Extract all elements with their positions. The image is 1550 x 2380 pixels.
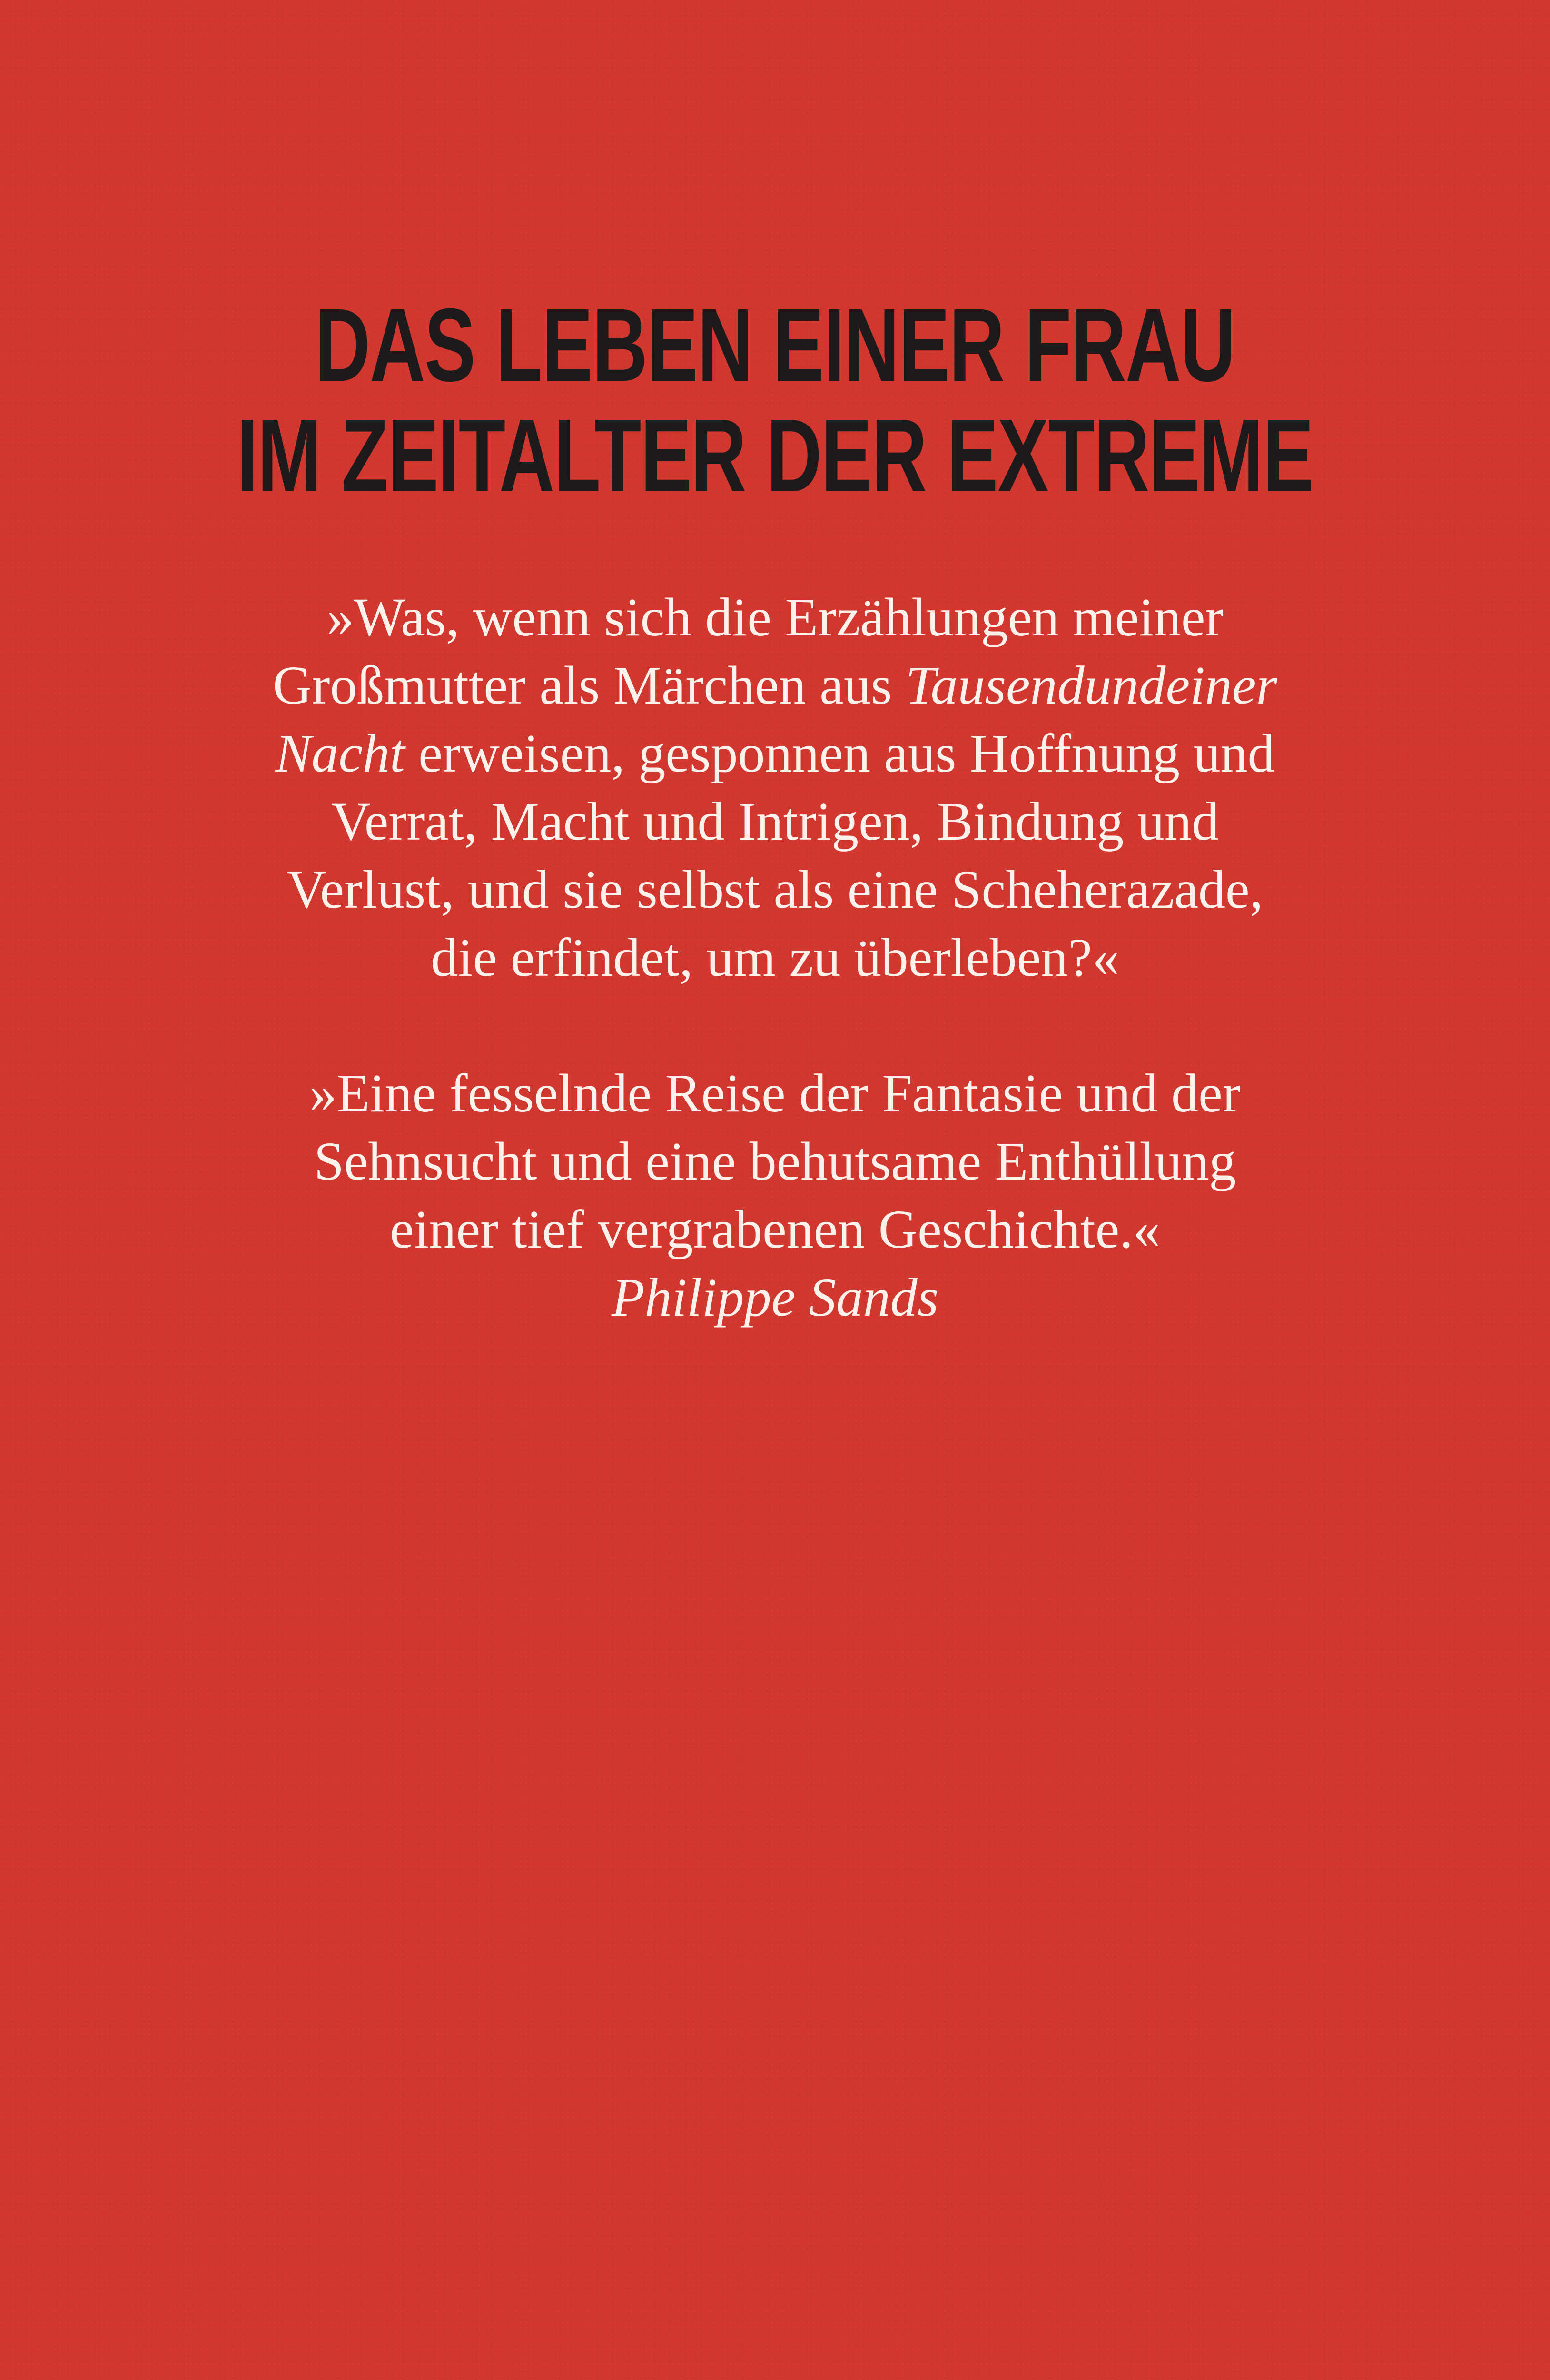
- excerpt-text: Großmutter als Märchen aus: [273, 655, 906, 715]
- headline-line-2: IM ZEITALTER DER EXTREME: [237, 398, 1313, 514]
- excerpt-line: Verrat, Macht und Intrigen, Bindung und: [331, 791, 1219, 852]
- excerpt-line: Verlust, und sie selbst als eine Scheherazade,: [286, 859, 1264, 920]
- excerpt-line: [181, 719, 1369, 787]
- reviewer-name: Philippe Sands: [611, 1267, 939, 1328]
- excerpt-line: die erfindet, um zu überleben?«: [431, 927, 1119, 988]
- excerpt-italic-title: Nacht: [275, 723, 405, 783]
- review-line: einer tief vergrabenen Geschichte.«: [390, 1199, 1160, 1259]
- excerpt-text: erweisen, gesponnen aus Hoffnung und: [405, 723, 1275, 783]
- excerpt-line: »Was, wenn sich die Erzählungen meiner: [326, 587, 1224, 647]
- review-quote: [181, 1059, 1369, 1331]
- review-line: »Eine fesselnde Reise der Fantasie und der: [309, 1063, 1241, 1123]
- review-attribution: [181, 1263, 1369, 1331]
- review-line: Sehnsucht und eine behutsame Enthüllung: [314, 1131, 1236, 1191]
- excerpt-line: [181, 651, 1369, 719]
- excerpt-quote: [181, 583, 1369, 992]
- excerpt-italic-title: Tausendundeiner: [905, 655, 1277, 715]
- cover-headline: [201, 288, 1348, 514]
- headline-line-1: DAS LEBEN EINER FRAU: [315, 288, 1235, 403]
